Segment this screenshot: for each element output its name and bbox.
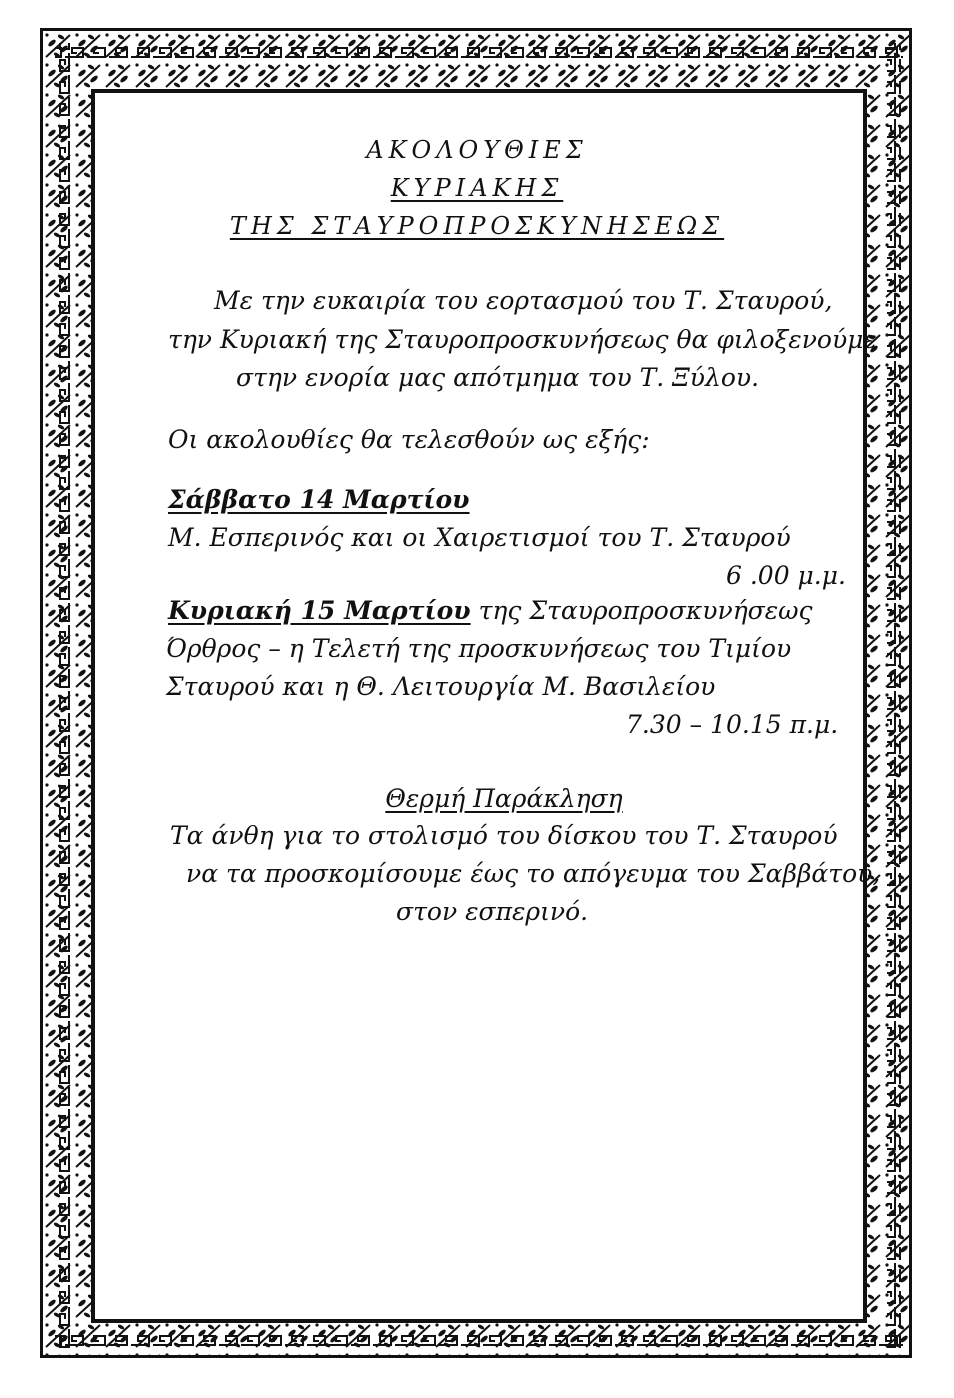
title-line-3: ΤΗΣ ΣΤΑΥΡΟΠΡΟΣΚΥΝΗΣΕΩΣ [229,212,725,240]
sunday-time: 7.30 – 10.15 π.μ. [626,710,839,739]
sunday-date-suffix: της Σταυροπροσκυνήσεως [470,596,813,625]
paraklisi-heading: Θερμή Παράκληση [385,784,623,813]
paraklisi-line-2: να τα προσκομίσουμε έως το απόγευμα του Σαββάτου, [186,859,881,888]
sunday-service-line-2: Σταυρού και η Θ. Λειτουργία Μ. Βασιλείου [166,672,716,701]
sunday-service-line-1: Όρθρος – η Τελετή της προσκυνήσεως του Τιμίου [166,634,792,663]
sunday-date: Κυριακή 15 Μαρτίου [168,596,471,625]
saturday-date: Σάββατο 14 Μαρτίου [168,485,470,514]
paraklisi-line-1: Τα άνθη για το στολισμό του δίσκου του Τ. Σταυρού [170,821,838,850]
schedule-intro: Οι ακολουθίες θα τελεσθούν ως εξής: [168,425,650,454]
sunday-heading [168,592,813,630]
intro-line-2: την Κυριακή της Σταυροπροσκυνήσεως θα φιλοξενούμε [168,325,877,354]
title-line-1: ΑΚΟΛΟΥΘΙΕΣ [366,136,588,164]
paraklisi-line-3: στον εσπερινό. [396,897,589,926]
title-line-2: ΚΥΡΙΑΚΗΣ [390,174,564,202]
saturday-time: 6 .00 μ.μ. [726,561,846,590]
intro-line-1: Με την ευκαιρία του εορτασμού του Τ. Σταυρού, [214,286,833,315]
intro-line-3: στην ενορία μας απότμημα του Τ. Ξύλου. [236,363,760,392]
saturday-service: Μ. Εσπερινός και οι Χαιρετισμοί του Τ. Σταυρού [168,523,791,552]
